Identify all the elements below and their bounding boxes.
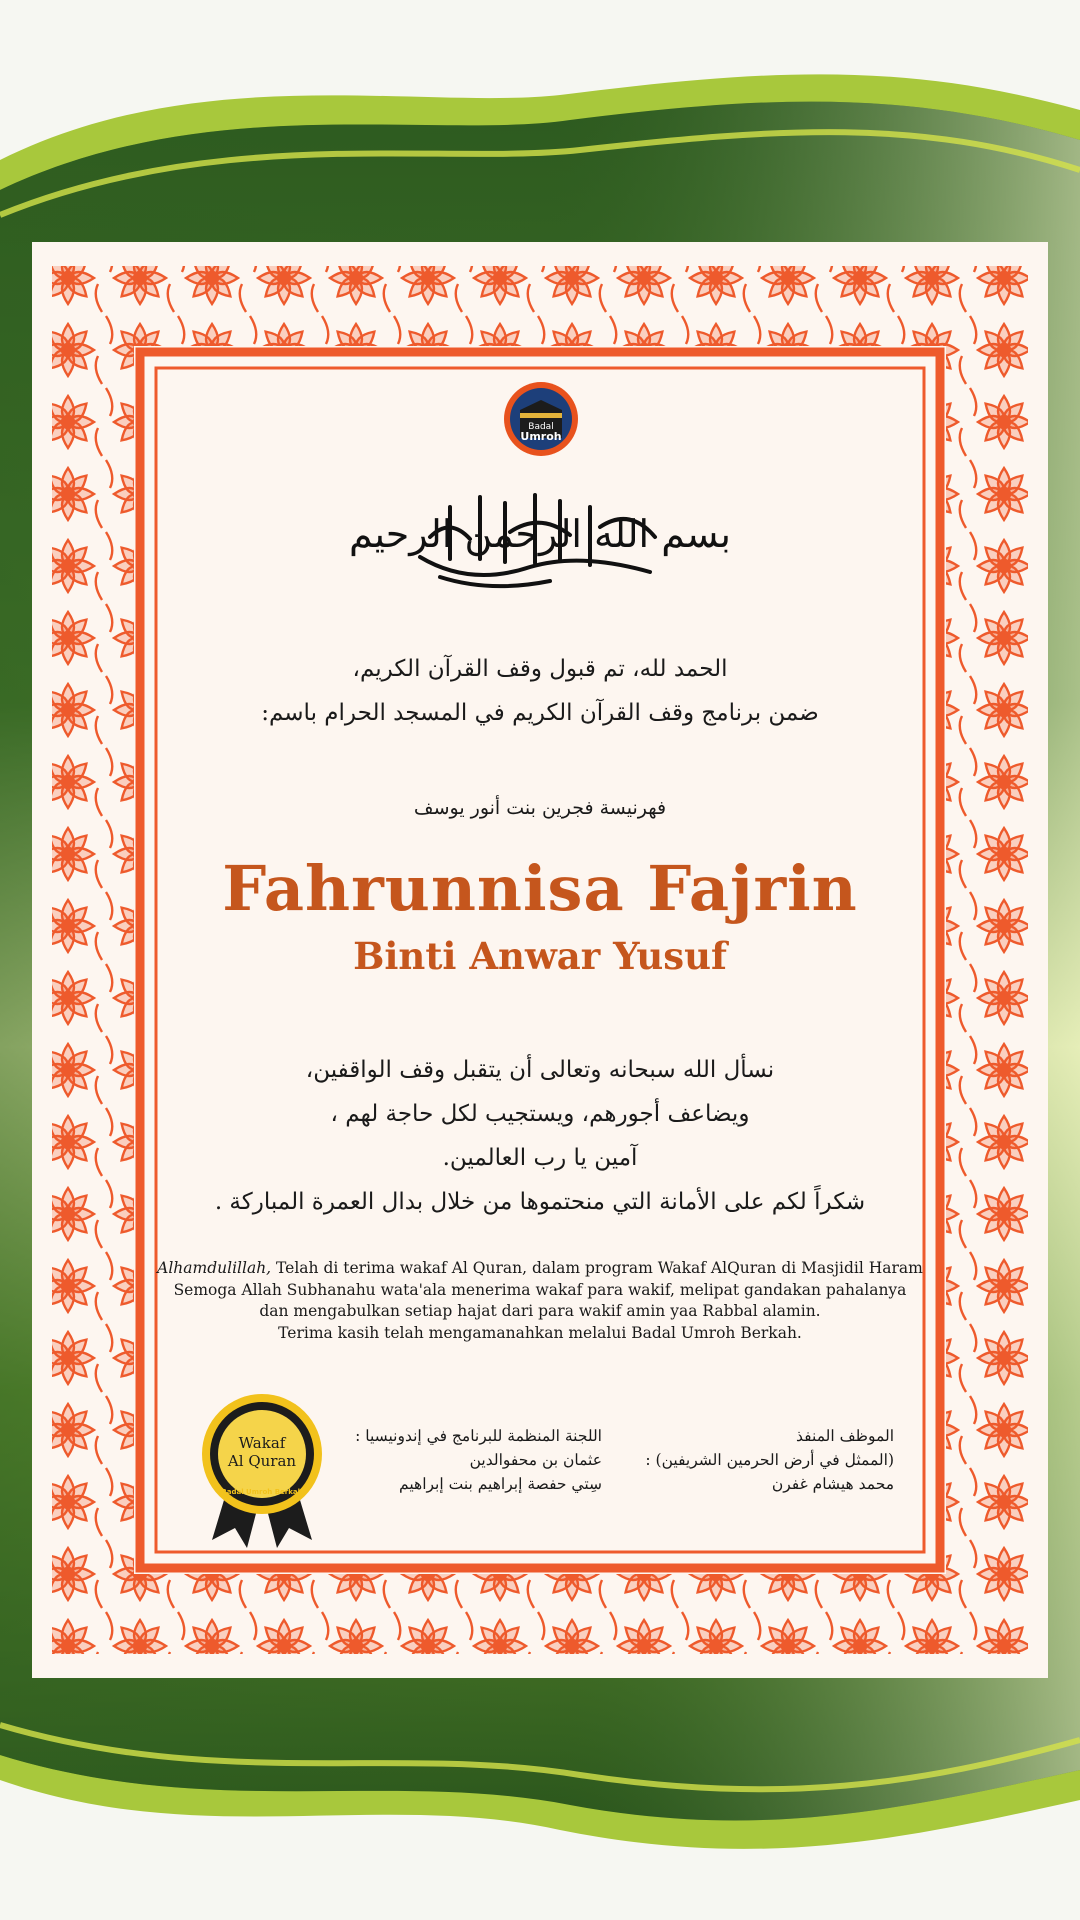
seal-ring-text: Badal Umroh Berkah — [221, 1488, 303, 1496]
seal-title-line2: Al Quran — [227, 1452, 297, 1470]
indonesian-line4: Terima kasih telah mengamanahkan melalui Badal Umroh Berkah. — [278, 1323, 802, 1342]
committee-line: اللجنة المنظمة للبرنامج في إندونيسيا : — [355, 1427, 602, 1445]
certificate-card — [32, 242, 1048, 1678]
arabic-prayer-line: آمين يا رب العالمين. — [442, 1145, 638, 1171]
recipient-name: Fahrunnisa Fajrin — [222, 852, 858, 925]
indonesian-message — [32, 1258, 1048, 1344]
executing-officer — [632, 1424, 894, 1496]
seal-title-line1: Wakaf — [238, 1434, 286, 1452]
arabic-prayer — [32, 1048, 1048, 1224]
arabic-intro-line: الحمد لله، تم قبول وقف القرآن الكريم، — [352, 656, 728, 682]
logo-text-top: Badal — [528, 422, 554, 432]
indonesian-lead: Alhamdulillah, — [157, 1259, 272, 1277]
arabic-recipient-name: فهرنيسة فجرين بنت أنور يوسف — [413, 797, 667, 819]
arabic-intro — [32, 647, 1048, 735]
officer-line: (الممثل في أرض الحرمين الشريفين) : — [645, 1451, 894, 1469]
kaaba-logo-icon — [502, 380, 580, 458]
organizing-committee — [282, 1424, 602, 1496]
logo-text-bottom: Umroh — [520, 430, 562, 443]
indonesian-line2: Semoga Allah Subhanahu wata'ala menerima wakaf para wakif, melipat gandakan pahalanya — [173, 1280, 907, 1299]
arabic-prayer-line: ويضاعف أجورهم، ويستجيب لكل حاجة لهم ، — [330, 1101, 750, 1127]
indonesian-line1: Telah di terima wakaf Al Quran, dalam program Wakaf AlQuran di Masjidil Haram — [271, 1259, 923, 1277]
committee-line: عثمان بن محفوالدين — [469, 1451, 602, 1469]
indonesian-line3: dan mengabulkan setiap hajat dari para wakif amin yaa Rabbal alamin. — [259, 1302, 821, 1320]
officer-line: الموظف المنفذ — [796, 1427, 894, 1445]
bismillah-calligraphy — [349, 477, 731, 595]
committee-line: سِتي حفصة إبراهيم بنت إبراهيم — [399, 1475, 602, 1493]
arabic-intro-line: ضمن برنامج وقف القرآن الكريم في المسجد الحرام باسم: — [261, 700, 819, 726]
officer-line: محمد هيشام غفرن — [771, 1475, 894, 1493]
bismillah-text: بسم الله الرحمن الرحيم — [349, 512, 731, 556]
indonesian-line — [32, 1258, 1048, 1280]
recipient-lineage: Binti Anwar Yusuf — [353, 934, 727, 978]
arabic-prayer-line: نسأل الله سبحانه وتعالى أن يتقبل وقف الواقفين، — [305, 1057, 775, 1083]
arabic-prayer-line: شكراً لكم على الأمانة التي منحتموها من خلال بدال العمرة المباركة . — [214, 1189, 866, 1215]
